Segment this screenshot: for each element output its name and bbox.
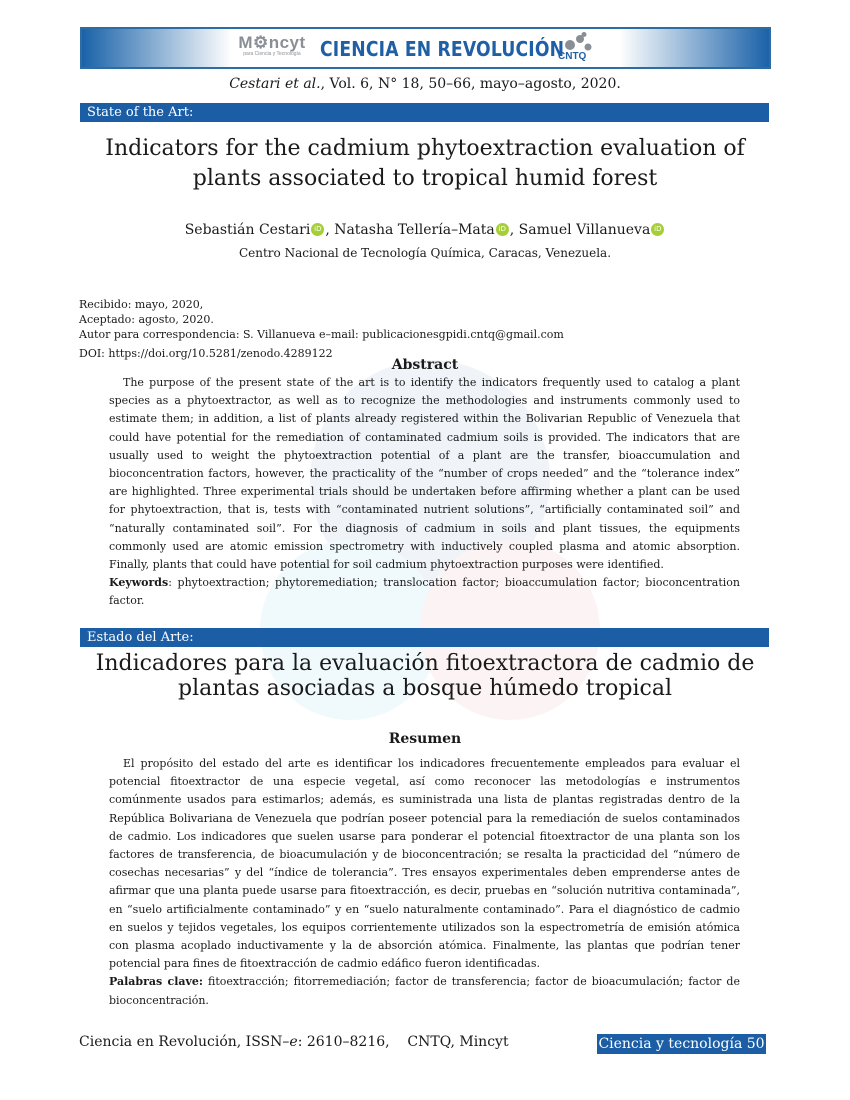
accepted-date: Aceptado: agosto, 2020. bbox=[79, 313, 214, 326]
footer-page-label: Ciencia y tecnología 50 bbox=[598, 1036, 765, 1052]
banner-title: CIENCIA EN REVOLUCIÓN bbox=[320, 37, 565, 61]
citation-line: Cestari et al., Vol. 6, N° 18, 50–66, mayo–agosto, 2020. bbox=[229, 76, 621, 92]
orcid-icon[interactable]: iD bbox=[651, 223, 664, 236]
author-name: , Natasha Tellería–Mata bbox=[325, 222, 495, 238]
banner-left-band bbox=[82, 29, 232, 67]
orcid-icon[interactable]: iD bbox=[311, 223, 324, 236]
cntq-logo: CNTQ bbox=[554, 32, 594, 66]
section-label-en: State of the Art: bbox=[80, 103, 769, 122]
resumen-body bbox=[109, 755, 740, 1010]
footer-journal-info: Ciencia en Revolución, ISSN–e: 2610–8216, CNTQ, Mincyt bbox=[79, 1034, 509, 1050]
resumen-text: El propósito del estado del arte es identificar los indicadores frecuentemente empleados para evaluar el potencial fitoextractor de una especie vegetal, así como reconocer las metodologías e instrumentos comúnmente usados para estimarlos; además, es suministrada una lista de plantas registradas dentro de la República Bolivariana de Venezuela que podrían poseer potencial para la remediación de suelos contaminados de cadmio. Los indicadores que suelen usarse para ponderar el potencial fitoextractor de una planta son los factores de transferencia, de bioacumulación y de bioconcentración; se resalta la practicidad del “número de cosechas necesarias” y del “índice de tolerancia”. Tres ensayos experimentales deben emprenderse antes de afirmar que una planta puede usarse para fitoextracción, es decir, pruebas en “solución nutritiva contaminada”, en “suelo artificialmente contaminado” y en “suelo naturalmente contaminado”. Para el diagnóstico de cadmio en suelos y tejidos vegetales, los equipos corrientemente utilizados son la espectrometría de emisión atómica con plasma acoplado inductivamente y la de absorción atómica. Finalmente, las plantas que podrían tener potencial para fines de fitoextracción de cadmio edáfico fueron identificadas. bbox=[109, 757, 740, 971]
author-list bbox=[0, 222, 850, 238]
journal-banner bbox=[80, 27, 771, 69]
correspondence[interactable]: Autor para correspondencia: S. Villanueva e–mail: publicacionesgpidi.cntq@gmail.com bbox=[79, 328, 564, 341]
abstract-text: The purpose of the present state of the art is to identify the indicators frequently used to catalog a plant species as a phytoextractor, as well as to recognize the methodologies and instruments commonly used to estimate them; in addition, a list of plants already registered within the Bolivarian Republic of Venezuela that could have potential for the remediation of contaminated cadmium soils is provided. The indicators that are usually used to weight the phytoextraction potential of a plant are the transfer, bioaccumulation and bioconcentration factors, however, the practicality of the “number of crops needed” and the “tolerance index” are highlighted. Three experimental trials should be undertaken before affirming whether a plant can be used for phytoextraction, that is, tests with “contaminated nutrient solutions”, “artificially contaminated soil” and “naturally contaminated soil”. For the diagnosis of cadmium in soils and plant tissues, the equipments commonly used are atomic emission spectrometry with inductively coupled plasma and atomic absorption. Finally, plants that could have potential for soil cadmium phytoextraction purposes were identified. bbox=[109, 376, 740, 572]
abstract-body bbox=[109, 374, 740, 611]
section-label-es: Estado del Arte: bbox=[80, 628, 769, 647]
orcid-icon[interactable]: iD bbox=[496, 223, 509, 236]
mincyt-logo: M⚙ncyt para Ciencia y Tecnología bbox=[238, 33, 306, 57]
doi-link[interactable]: DOI: https://doi.org/10.5281/zenodo.4289122 bbox=[79, 347, 333, 360]
article-title-en: Indicators for the cadmium phytoextraction evaluation of plants associated to tropical humid forest bbox=[105, 136, 745, 191]
abstract-heading: Abstract bbox=[391, 357, 459, 373]
author-name: , Samuel Villanueva bbox=[509, 222, 651, 238]
resumen-heading: Resumen bbox=[388, 731, 462, 747]
author-name: Sebastián Cestari bbox=[184, 222, 311, 238]
cntq-dots-icon bbox=[564, 32, 594, 52]
abstract-keywords: Keywords: phytoextraction; phytoremediation; translocation factor; bioaccumulation factor; bioconcentration factor. bbox=[109, 576, 740, 608]
banner-right-band bbox=[619, 29, 769, 67]
affiliation: Centro Nacional de Tecnología Química, Caracas, Venezuela. bbox=[238, 246, 612, 260]
received-date: Recibido: mayo, 2020, bbox=[79, 298, 204, 311]
article-title-es: Indicadores para la evaluación fitoextractora de cadmio de plantas asociadas a bosque húmedo tropical bbox=[95, 651, 755, 701]
resumen-keywords: Palabras clave: fitoextracción; fitorremediación; factor de transferencia; factor de bioacumulación; factor de bioconcentración. bbox=[109, 975, 740, 1007]
